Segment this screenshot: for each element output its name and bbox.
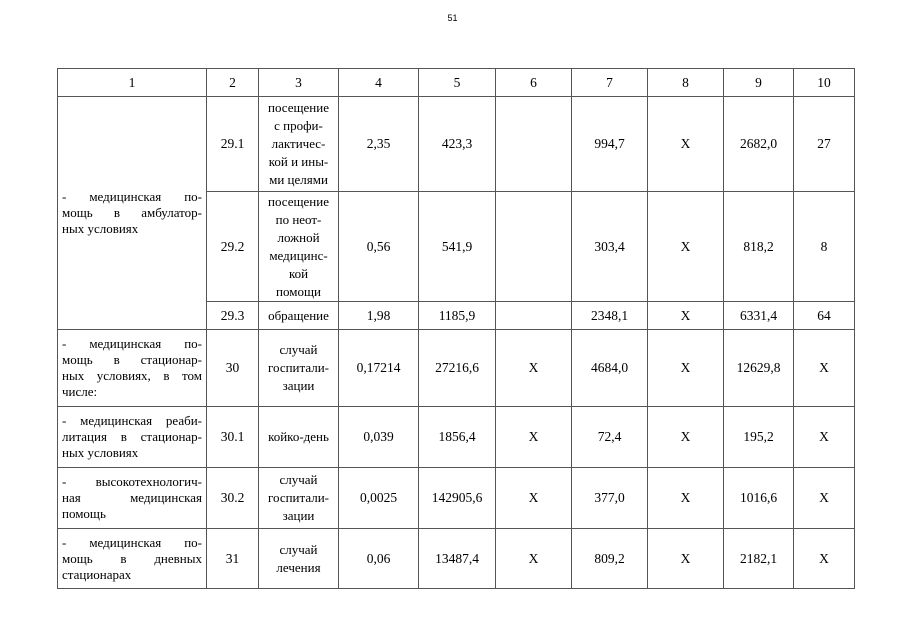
value-cell: 303,4 (572, 192, 648, 302)
value-cell: 8 (794, 192, 855, 302)
unit-line: посещение (268, 100, 329, 115)
unit-cell (259, 192, 339, 302)
value-cell: 994,7 (572, 97, 648, 192)
value-cell: 4684,0 (572, 330, 648, 407)
category-cell (58, 468, 207, 529)
value-cell: 27 (794, 97, 855, 192)
unit-cell (259, 330, 339, 407)
desc-line: - медицинская по- (62, 534, 202, 550)
unit-line: койко-день (268, 429, 329, 444)
desc-line: мощь в дневных (62, 550, 202, 566)
value-cell: 2348,1 (572, 302, 648, 330)
value-cell: 377,0 (572, 468, 648, 529)
header-cell: 10 (794, 69, 855, 97)
value-cell: 818,2 (724, 192, 794, 302)
value-cell: 0,0025 (339, 468, 419, 529)
value-cell: 2182,1 (724, 529, 794, 589)
desc-line: стационарах (62, 566, 132, 582)
value-cell: X (794, 407, 855, 468)
value-cell: 195,2 (724, 407, 794, 468)
row-number: 30 (207, 330, 259, 407)
header-cell: 8 (648, 69, 724, 97)
unit-line: лечения (276, 559, 321, 575)
value-cell: 423,3 (419, 97, 496, 192)
desc-line: - медицинская по- (62, 189, 202, 204)
unit-line: медицинс- (269, 247, 328, 263)
value-cell: 1,98 (339, 302, 419, 330)
unit-line: кой (288, 265, 309, 281)
desc-line: литация в стационар- (62, 429, 202, 444)
value-cell: X (648, 330, 724, 407)
unit-line: госпитали- (267, 490, 329, 505)
value-cell: X (496, 330, 572, 407)
unit-line: случай (279, 342, 318, 357)
header-cell: 3 (259, 69, 339, 97)
value-cell (496, 97, 572, 192)
table-row (58, 468, 855, 529)
value-cell: 6331,4 (724, 302, 794, 330)
value-cell: X (648, 407, 724, 468)
unit-line: обращение (268, 307, 329, 323)
row-number: 30.1 (207, 407, 259, 468)
value-cell: 2,35 (339, 97, 419, 192)
unit-line: случай (279, 472, 318, 487)
value-cell: 1856,4 (419, 407, 496, 468)
unit-line: зации (282, 508, 315, 523)
unit-cell (259, 407, 339, 468)
value-cell: X (794, 330, 855, 407)
value-cell: 27216,6 (419, 330, 496, 407)
header-cell: 4 (339, 69, 419, 97)
medical-care-table (57, 68, 855, 589)
header-cell: 5 (419, 69, 496, 97)
category-cell-ambulatory (58, 97, 207, 330)
category-cell (58, 330, 207, 407)
row-number: 31 (207, 529, 259, 589)
table-row (58, 97, 855, 192)
desc-line: мощь в стационар- (62, 352, 202, 367)
unit-line: ложной (277, 229, 320, 245)
table-row (58, 407, 855, 468)
category-cell (58, 529, 207, 589)
row-number: 29.2 (207, 192, 259, 302)
desc-line: числе: (62, 384, 98, 399)
value-cell: 72,4 (572, 407, 648, 468)
row-number: 30.2 (207, 468, 259, 529)
table-row (58, 330, 855, 407)
desc-line: помощь (62, 506, 106, 521)
desc-line: ных условиях, в том (62, 368, 202, 383)
value-cell: 2682,0 (724, 97, 794, 192)
desc-line: мощь в амбулатор- (62, 205, 202, 220)
unit-line: зации (282, 378, 315, 393)
value-cell: X (648, 192, 724, 302)
value-cell (496, 192, 572, 302)
unit-line: случай (279, 541, 318, 557)
unit-line: лактичес- (271, 136, 326, 151)
value-cell: X (496, 407, 572, 468)
value-cell: 12629,8 (724, 330, 794, 407)
value-cell: X (496, 529, 572, 589)
header-cell: 1 (58, 69, 207, 97)
value-cell: 13487,4 (419, 529, 496, 589)
value-cell: 142905,6 (419, 468, 496, 529)
value-cell: X (794, 529, 855, 589)
value-cell: 1185,9 (419, 302, 496, 330)
desc-line: - медицинская реаби- (62, 413, 202, 428)
unit-line: помощи (276, 283, 321, 299)
category-cell (58, 407, 207, 468)
value-cell: 541,9 (419, 192, 496, 302)
header-cell: 7 (572, 69, 648, 97)
header-cell: 2 (207, 69, 259, 97)
unit-cell (259, 302, 339, 330)
desc-line: - высокотехнологич- (62, 474, 202, 489)
unit-line: по неот- (275, 211, 322, 227)
value-cell: X (648, 97, 724, 192)
header-cell: 6 (496, 69, 572, 97)
unit-cell (259, 529, 339, 589)
unit-line: с профи- (274, 118, 323, 133)
value-cell: 0,17214 (339, 330, 419, 407)
desc-line: ная медицинская (62, 490, 202, 505)
unit-line: госпитали- (267, 360, 329, 375)
page-number: 51 (447, 13, 458, 23)
row-number: 29.3 (207, 302, 259, 330)
unit-line: посещение (268, 193, 329, 209)
value-cell: X (496, 468, 572, 529)
value-cell: 809,2 (572, 529, 648, 589)
row-number: 29.1 (207, 97, 259, 192)
desc-line: ных условиях (62, 221, 139, 236)
value-cell (496, 302, 572, 330)
value-cell: X (648, 529, 724, 589)
value-cell: X (648, 468, 724, 529)
desc-line: - медицинская по- (62, 336, 202, 351)
value-cell: 1016,6 (724, 468, 794, 529)
value-cell: 0,039 (339, 407, 419, 468)
value-cell: 0,06 (339, 529, 419, 589)
header-row (58, 69, 855, 97)
unit-line: кой и ины- (268, 154, 329, 169)
value-cell: 0,56 (339, 192, 419, 302)
header-cell: 9 (724, 69, 794, 97)
unit-cell (259, 468, 339, 529)
unit-line: ми целями (269, 172, 328, 187)
value-cell: 64 (794, 302, 855, 330)
table-row (58, 529, 855, 589)
value-cell: X (648, 302, 724, 330)
value-cell: X (794, 468, 855, 529)
desc-line: ных условиях (62, 445, 139, 460)
unit-cell (259, 97, 339, 192)
